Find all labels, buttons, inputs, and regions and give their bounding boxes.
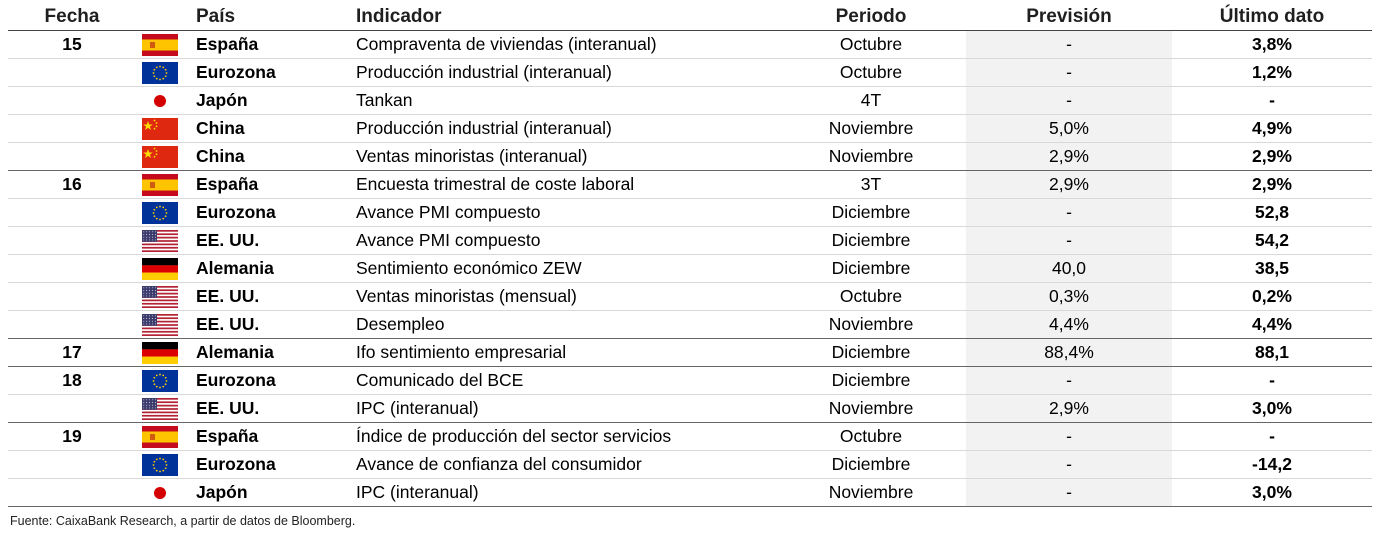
cell-periodo: Diciembre <box>776 227 966 255</box>
cell-prevision: 5,0% <box>966 115 1172 143</box>
china-flag-icon <box>136 118 196 140</box>
cell-indicador: IPC (interanual) <box>356 395 776 423</box>
eurozone-flag-icon <box>136 62 196 84</box>
cell-prevision: - <box>966 31 1172 59</box>
cell-prevision: - <box>966 87 1172 115</box>
spain-flag-icon <box>136 426 196 448</box>
cell-ultimo: -14,2 <box>1172 451 1372 479</box>
cell-periodo: Noviembre <box>776 479 966 507</box>
cell-flag <box>136 59 196 87</box>
usa-flag-icon <box>136 230 196 252</box>
cell-ultimo: 2,9% <box>1172 143 1372 171</box>
china-flag-icon <box>136 146 196 168</box>
cell-fecha <box>8 283 136 311</box>
table-row <box>8 171 1372 199</box>
cell-fecha: 19 <box>8 423 136 451</box>
cell-prevision: 2,9% <box>966 171 1172 199</box>
cell-indicador: Sentimiento económico ZEW <box>356 255 776 283</box>
cell-ultimo: 4,9% <box>1172 115 1372 143</box>
cell-prevision: 2,9% <box>966 395 1172 423</box>
cell-fecha <box>8 395 136 423</box>
cell-fecha: 17 <box>8 339 136 367</box>
cell-fecha: 18 <box>8 367 136 395</box>
cell-indicador: Avance PMI compuesto <box>356 199 776 227</box>
header-ultimo: Último dato <box>1172 4 1372 31</box>
cell-indicador: Avance de confianza del consumidor <box>356 451 776 479</box>
header-row <box>8 4 1372 31</box>
cell-prevision: - <box>966 479 1172 507</box>
cell-periodo: Noviembre <box>776 115 966 143</box>
calendar-table-wrapper <box>8 4 1372 507</box>
cell-pais: Japón <box>196 87 356 115</box>
cell-prevision: - <box>966 451 1172 479</box>
cell-prevision: - <box>966 423 1172 451</box>
cell-ultimo: - <box>1172 87 1372 115</box>
table-row <box>8 59 1372 87</box>
spain-flag-icon <box>136 174 196 196</box>
cell-flag <box>136 199 196 227</box>
table-row <box>8 451 1372 479</box>
japan-flag-icon <box>136 90 196 112</box>
germany-flag-icon <box>136 258 196 280</box>
cell-indicador: Encuesta trimestral de coste laboral <box>356 171 776 199</box>
cell-periodo: Diciembre <box>776 199 966 227</box>
cell-periodo: Octubre <box>776 59 966 87</box>
cell-periodo: Diciembre <box>776 339 966 367</box>
cell-pais: Japón <box>196 479 356 507</box>
cell-flag <box>136 31 196 59</box>
header-fecha: Fecha <box>8 4 136 31</box>
cell-prevision: - <box>966 367 1172 395</box>
cell-ultimo: 2,9% <box>1172 171 1372 199</box>
cell-indicador: Comunicado del BCE <box>356 367 776 395</box>
cell-ultimo: 3,0% <box>1172 479 1372 507</box>
usa-flag-icon <box>136 398 196 420</box>
table-row <box>8 339 1372 367</box>
cell-flag <box>136 395 196 423</box>
economic-calendar-table <box>8 4 1372 507</box>
cell-fecha <box>8 87 136 115</box>
cell-ultimo: 0,2% <box>1172 283 1372 311</box>
cell-periodo: Diciembre <box>776 255 966 283</box>
table-row <box>8 395 1372 423</box>
cell-indicador: Avance PMI compuesto <box>356 227 776 255</box>
cell-flag <box>136 367 196 395</box>
cell-periodo: Octubre <box>776 423 966 451</box>
cell-indicador: Desempleo <box>356 311 776 339</box>
header-indicador: Indicador <box>356 4 776 31</box>
cell-indicador: Tankan <box>356 87 776 115</box>
cell-prevision: - <box>966 227 1172 255</box>
cell-fecha <box>8 255 136 283</box>
cell-flag <box>136 115 196 143</box>
cell-periodo: Octubre <box>776 283 966 311</box>
table-row <box>8 31 1372 59</box>
cell-prevision: 2,9% <box>966 143 1172 171</box>
cell-indicador: Producción industrial (interanual) <box>356 115 776 143</box>
cell-ultimo: 38,5 <box>1172 255 1372 283</box>
cell-ultimo: 3,8% <box>1172 31 1372 59</box>
cell-periodo: 4T <box>776 87 966 115</box>
cell-ultimo: 88,1 <box>1172 339 1372 367</box>
eurozone-flag-icon <box>136 370 196 392</box>
cell-periodo: Diciembre <box>776 451 966 479</box>
header-pais: País <box>196 4 356 31</box>
table-row <box>8 255 1372 283</box>
cell-ultimo: 1,2% <box>1172 59 1372 87</box>
cell-fecha <box>8 115 136 143</box>
cell-flag <box>136 143 196 171</box>
cell-prevision: 40,0 <box>966 255 1172 283</box>
cell-prevision: - <box>966 199 1172 227</box>
table-row <box>8 199 1372 227</box>
table-row <box>8 115 1372 143</box>
table-row <box>8 283 1372 311</box>
table-row <box>8 311 1372 339</box>
cell-pais: China <box>196 143 356 171</box>
germany-flag-icon <box>136 342 196 364</box>
cell-flag <box>136 423 196 451</box>
cell-ultimo: 4,4% <box>1172 311 1372 339</box>
table-row <box>8 87 1372 115</box>
table-row <box>8 479 1372 507</box>
cell-indicador: Índice de producción del sector servicios <box>356 423 776 451</box>
cell-prevision: 0,3% <box>966 283 1172 311</box>
cell-indicador: Ventas minoristas (interanual) <box>356 143 776 171</box>
cell-pais: EE. UU. <box>196 395 356 423</box>
cell-prevision: 4,4% <box>966 311 1172 339</box>
cell-indicador: Compraventa de viviendas (interanual) <box>356 31 776 59</box>
cell-fecha <box>8 311 136 339</box>
cell-pais: España <box>196 423 356 451</box>
cell-periodo: Noviembre <box>776 311 966 339</box>
table-body <box>8 31 1372 507</box>
cell-pais: EE. UU. <box>196 227 356 255</box>
cell-periodo: Noviembre <box>776 395 966 423</box>
table-row <box>8 143 1372 171</box>
cell-pais: Eurozona <box>196 199 356 227</box>
cell-flag <box>136 255 196 283</box>
table-row <box>8 423 1372 451</box>
cell-flag <box>136 479 196 507</box>
cell-fecha: 15 <box>8 31 136 59</box>
cell-ultimo: 54,2 <box>1172 227 1372 255</box>
cell-pais: Eurozona <box>196 451 356 479</box>
japan-flag-icon <box>136 482 196 504</box>
cell-fecha <box>8 143 136 171</box>
cell-pais: China <box>196 115 356 143</box>
cell-fecha <box>8 199 136 227</box>
cell-prevision: - <box>966 59 1172 87</box>
cell-fecha: 16 <box>8 171 136 199</box>
cell-flag <box>136 227 196 255</box>
cell-flag <box>136 171 196 199</box>
cell-ultimo: - <box>1172 367 1372 395</box>
cell-pais: EE. UU. <box>196 311 356 339</box>
table-row <box>8 367 1372 395</box>
cell-pais: Eurozona <box>196 59 356 87</box>
cell-pais: España <box>196 31 356 59</box>
cell-periodo: 3T <box>776 171 966 199</box>
cell-flag <box>136 311 196 339</box>
cell-flag <box>136 451 196 479</box>
usa-flag-icon <box>136 286 196 308</box>
cell-periodo: Noviembre <box>776 143 966 171</box>
eurozone-flag-icon <box>136 454 196 476</box>
cell-prevision: 88,4% <box>966 339 1172 367</box>
cell-pais: EE. UU. <box>196 283 356 311</box>
cell-ultimo: - <box>1172 423 1372 451</box>
usa-flag-icon <box>136 314 196 336</box>
header-prevision: Previsión <box>966 4 1172 31</box>
source-note: Fuente: CaixaBank Research, a partir de datos de Bloomberg. <box>10 514 356 528</box>
cell-flag <box>136 87 196 115</box>
cell-ultimo: 52,8 <box>1172 199 1372 227</box>
cell-flag <box>136 283 196 311</box>
cell-pais: Alemania <box>196 255 356 283</box>
cell-indicador: Producción industrial (interanual) <box>356 59 776 87</box>
cell-periodo: Octubre <box>776 31 966 59</box>
header-flag <box>136 4 196 31</box>
table-row <box>8 227 1372 255</box>
cell-periodo: Diciembre <box>776 367 966 395</box>
cell-indicador: Ifo sentimiento empresarial <box>356 339 776 367</box>
cell-flag <box>136 339 196 367</box>
cell-pais: Alemania <box>196 339 356 367</box>
cell-fecha <box>8 479 136 507</box>
header-periodo: Periodo <box>776 4 966 31</box>
cell-pais: Eurozona <box>196 367 356 395</box>
cell-pais: España <box>196 171 356 199</box>
cell-fecha <box>8 227 136 255</box>
cell-indicador: Ventas minoristas (mensual) <box>356 283 776 311</box>
cell-indicador: IPC (interanual) <box>356 479 776 507</box>
cell-fecha <box>8 451 136 479</box>
cell-ultimo: 3,0% <box>1172 395 1372 423</box>
eurozone-flag-icon <box>136 202 196 224</box>
cell-fecha <box>8 59 136 87</box>
spain-flag-icon <box>136 34 196 56</box>
